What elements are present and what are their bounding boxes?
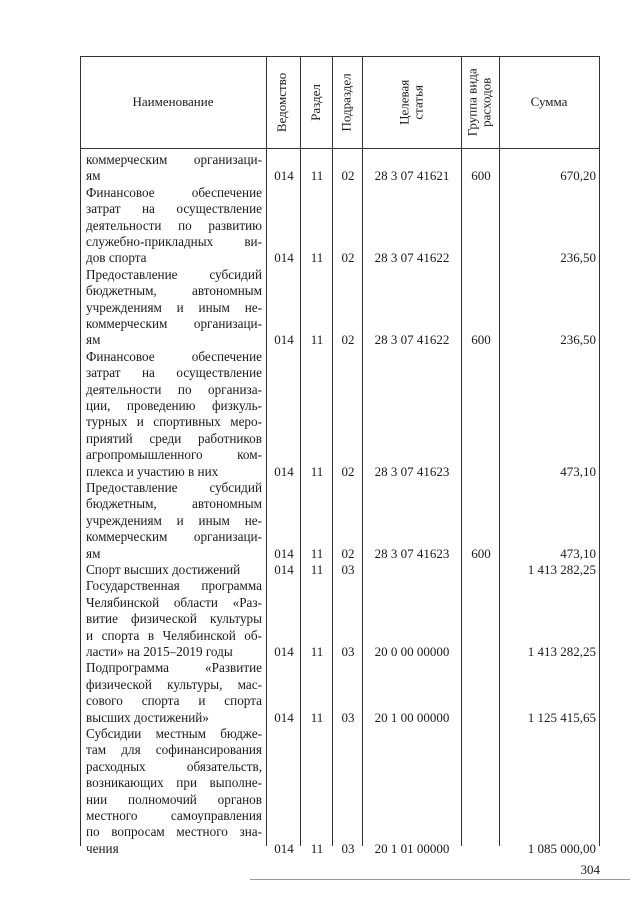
row-name-line: Субсидии местным бюдже- — [86, 726, 262, 741]
row-name-line: чения — [86, 840, 119, 856]
row-name-line: Предоставление субсидий — [86, 480, 262, 495]
row-vedomstvo: 014 — [274, 168, 294, 184]
row-vedomstvo: 014 — [274, 840, 294, 856]
row-name-line: затрат на осуществление — [86, 201, 262, 217]
header-razdel-label: Раздел — [307, 83, 323, 121]
row-name-line: деятельности по развитию — [86, 217, 262, 233]
row-celevaya: 20 0 00 00000 — [374, 644, 450, 659]
row-razdel: 11 — [310, 644, 324, 659]
row-razdel: 11 — [310, 709, 324, 725]
row-name-line: учреждениям и иным не- — [86, 299, 262, 315]
row-name-line: Государственная программа — [86, 578, 262, 594]
header-name — [80, 56, 266, 148]
header-summa-label: Сумма — [530, 93, 568, 109]
row-gruppa: 600 — [471, 168, 491, 184]
header-vedomstvo — [266, 56, 300, 148]
row-name-line: коммерческим организаци- — [86, 316, 262, 332]
row-podrazdel: 03 — [341, 644, 355, 659]
grid-line — [80, 56, 81, 846]
row-vedomstvo: 014 — [274, 332, 294, 348]
row-name-line: ям — [86, 545, 101, 561]
row-summa: 1 125 415,65 — [527, 709, 596, 725]
header-gruppa-line1: Группа вида — [464, 68, 480, 136]
row-name-line: и спорта в Челябинской об- — [86, 627, 262, 643]
row-name-line: турных и спортивных меро- — [86, 414, 262, 430]
row-name-line: затрат на осуществление — [86, 365, 262, 381]
row-name — [86, 185, 262, 267]
row-name-line: ям — [86, 168, 101, 184]
row-name-line: учреждениям и иным не- — [86, 512, 262, 528]
grid-line — [362, 56, 363, 846]
header-summa — [499, 56, 599, 148]
header-podrazdel — [332, 56, 362, 148]
row-name — [86, 578, 262, 660]
row-vedomstvo: 014 — [274, 562, 294, 577]
header-gruppa — [461, 56, 499, 148]
row-celevaya: 20 1 00 00000 — [374, 709, 450, 725]
row-celevaya: 28 3 07 41621 — [374, 168, 450, 184]
row-razdel: 11 — [310, 562, 324, 577]
row-podrazdel: 02 — [341, 332, 355, 348]
row-summa: 1 413 282,25 — [527, 644, 596, 659]
header-name-label: Наименование — [132, 93, 214, 109]
row-vedomstvo: 014 — [274, 644, 294, 659]
row-name-line: Челябинской области «Раз- — [86, 594, 262, 610]
row-name-line: Финансовое обеспечение — [86, 348, 262, 364]
row-celevaya: 28 3 07 41622 — [374, 332, 450, 348]
row-vedomstvo: 014 — [274, 709, 294, 725]
header-podrazdel-label: Подраздел — [338, 72, 354, 132]
row-razdel: 11 — [310, 332, 324, 348]
grid-line — [599, 56, 600, 846]
header-gruppa-line2: расходов — [479, 77, 495, 127]
header-celevaya — [362, 56, 461, 148]
row-summa: 1 085 000,00 — [527, 840, 596, 856]
header-celevaya-line1: Целевая — [396, 79, 412, 125]
row-razdel: 11 — [310, 545, 324, 561]
row-podrazdel: 02 — [341, 463, 355, 479]
row-name-line: деятельности по организа- — [86, 381, 262, 397]
row-summa: 236,50 — [560, 332, 596, 348]
row-name-line: плекса и участию в них — [86, 463, 219, 479]
row-name-line: Предоставление субсидий — [86, 266, 262, 282]
row-summa: 473,10 — [560, 463, 596, 479]
row-name — [86, 480, 262, 562]
row-vedomstvo: 014 — [274, 250, 294, 266]
row-name-line: Финансовое обеспечение — [86, 184, 262, 200]
grid-line — [266, 56, 267, 846]
row-name-line: там для софинансирования — [86, 742, 262, 758]
row-name-line: сового спорта и спорта — [86, 693, 262, 709]
row-name-line: витие физической культуры — [86, 611, 262, 627]
row-podrazdel: 02 — [341, 168, 355, 184]
grid-line — [461, 56, 462, 846]
row-podrazdel: 02 — [341, 250, 355, 266]
row-name — [86, 660, 262, 726]
footer-rule — [250, 879, 630, 880]
row-name-line: коммерческим организаци- — [86, 152, 262, 167]
header-gruppa-label — [466, 68, 495, 136]
header-celevaya-line2: статья — [410, 84, 426, 120]
budget-table — [80, 56, 600, 856]
row-name-line: нии полномочий органов — [86, 791, 262, 807]
row-name-line: ям — [86, 332, 101, 348]
row-summa: 236,50 — [560, 250, 596, 266]
row-name-line: приятий среди работников — [86, 430, 262, 446]
row-razdel: 11 — [310, 168, 324, 184]
row-summa: 473,10 — [560, 545, 596, 561]
row-celevaya: 28 3 07 41623 — [374, 463, 450, 479]
row-name-line: физической культуры, мас- — [86, 676, 262, 692]
row-name-line: коммерческим организаци- — [86, 529, 262, 545]
page-number: 304 — [580, 862, 600, 877]
row-name-line: расходных обязательств, — [86, 758, 262, 774]
row-razdel: 11 — [310, 840, 324, 856]
row-razdel: 11 — [310, 463, 324, 479]
row-name — [86, 267, 262, 349]
row-name-line: Подпрограмма «Развитие — [86, 660, 262, 676]
row-summa: 1 413 282,25 — [527, 562, 596, 577]
row-name-line: служебно-прикладных ви- — [86, 234, 262, 250]
row-name-line: возникающих при выполне- — [86, 775, 262, 791]
row-name-line: местного самоуправления — [86, 808, 262, 824]
row-gruppa: 600 — [471, 332, 491, 348]
row-razdel: 11 — [310, 250, 324, 266]
row-name — [86, 152, 262, 185]
row-podrazdel: 03 — [341, 709, 355, 725]
header-vedomstvo-label: Ведомство — [274, 72, 290, 132]
row-name-line: бюджетным, автономным — [86, 496, 262, 512]
row-name-line: ласти» на 2015–2019 годы — [86, 644, 233, 660]
row-name — [86, 349, 262, 480]
row-name-line: дов спорта — [86, 250, 147, 266]
row-summa: 670,20 — [560, 168, 596, 184]
row-name — [86, 562, 262, 578]
row-podrazdel: 03 — [341, 562, 355, 577]
header-razdel — [300, 56, 332, 148]
row-name — [86, 726, 262, 857]
row-podrazdel: 03 — [341, 840, 355, 856]
row-gruppa: 600 — [471, 545, 491, 561]
row-name-line: агропромышленного ком- — [86, 447, 262, 463]
row-name-line: бюджетным, автономным — [86, 283, 262, 299]
grid-line — [332, 56, 333, 846]
row-vedomstvo: 014 — [274, 545, 294, 561]
row-name-line: по вопросам местного зна- — [86, 824, 262, 840]
grid-line — [80, 148, 600, 149]
row-celevaya: 20 1 01 00000 — [374, 840, 450, 856]
row-celevaya: 28 3 07 41623 — [374, 545, 450, 561]
row-name-line: ции, проведению физкуль- — [86, 398, 262, 414]
row-vedomstvo: 014 — [274, 463, 294, 479]
row-celevaya: 28 3 07 41622 — [374, 250, 450, 266]
grid-line — [300, 56, 301, 846]
row-podrazdel: 02 — [341, 545, 355, 561]
row-name-line: высших достижений» — [86, 709, 209, 725]
header-celevaya-label — [397, 79, 426, 124]
row-name-line: Спорт высших достижений — [86, 562, 241, 577]
